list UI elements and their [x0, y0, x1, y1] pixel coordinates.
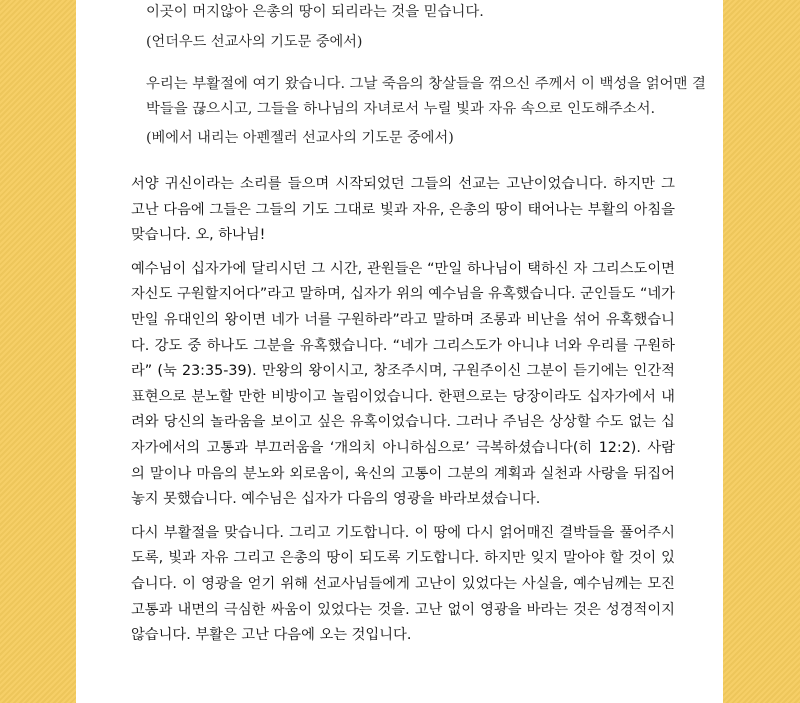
prayer-source-2: (베에서 내리는 아펜젤러 선교사의 기도문 중에서): [146, 130, 454, 146]
article-body: [131, 172, 675, 657]
prayer-source-1: (언더우드 선교사의 기도문 중에서): [146, 34, 363, 50]
paragraph: 예수님이 십자가에 달리시던 그 시간, 관원들은 “만일 하나님이 택하신 자 그리스도이면 자신도 구원할지어다”라고 말하며, 십자가 위의 예수님을 유혹했습니다. 군인들도 “네가 만일 유대인의 왕이면 네가 너를 구원하라”라고 말하며 조롱과 비난을 섞어 유혹했습니다. 강도 중 하나도 그분을 유혹했습니다. “네가 그리스도가 아니냐 너와 우리를 구원하라” (눅 23:35-39). 만왕의 왕이시고, 창조주시며, 구원주이신 그분이 듣기에는 인간적 표현으로 분노할 만한 비방이고 놀림이었습니다. 한편으로는 당장이라도 십자가에서 내려와 당신의 놀라움을 보이고 싶은 유혹이었습니다. 그러나 주님은 상상할 수도 없는 십자가에서의 고통과 부끄러움을 ‘개의치 아니하심으로’ 극복하셨습니다(히 12:2). 사람의 말이나 마음의 분노와 외로움이, 육신의 고통이 그분의 계획과 실천과 사랑을 뒤집어놓지 못했습니다. 예수님은 십자가 다음의 영광을 바라보셨습니다.: [131, 260, 675, 508]
prayer-line: 이곳이 머지않아 은총의 땅이 되리라는 것을 믿습니다.: [146, 4, 484, 20]
prayer-quote-2: [146, 72, 706, 121]
paragraph: 다시 부활절을 맞습니다. 그리고 기도합니다. 이 땅에 다시 얽어매진 결박들을 풀어주시도록, 빛과 자유 그리고 은총의 땅이 되도록 기도합니다. 하지만 잊지 말아야 할 것이 있습니다. 이 영광을 얻기 위해 선교사님들에게 고난이 있었다는 사실을, 예수님께는 모진 고통과 내면의 극심한 싸움이 있었다는 것을. 고난 없이 영광을 바라는 것은 성경적이지 않습니다. 부활은 고난 다음에 오는 것입니다.: [131, 524, 675, 644]
prayer-quote-1: [146, 0, 706, 25]
prayer-text: 우리는 부활절에 여기 왔습니다. 그날 죽음의 창살들을 꺾으신 주께서 이 백성을 얽어맨 결박들을 끊으시고, 그들을 하나님의 자녀로서 누릴 빛과 자유 속으로 인도해주소서.: [146, 76, 706, 117]
paragraph: 서양 귀신이라는 소리를 들으며 시작되었던 그들의 선교는 고난이었습니다. 하지만 그 고난 다음에 그들은 그들의 기도 그대로 빛과 자유, 은총의 땅이 태어나는 부활의 아침을 맞습니다. 오, 하나님!: [131, 176, 675, 244]
